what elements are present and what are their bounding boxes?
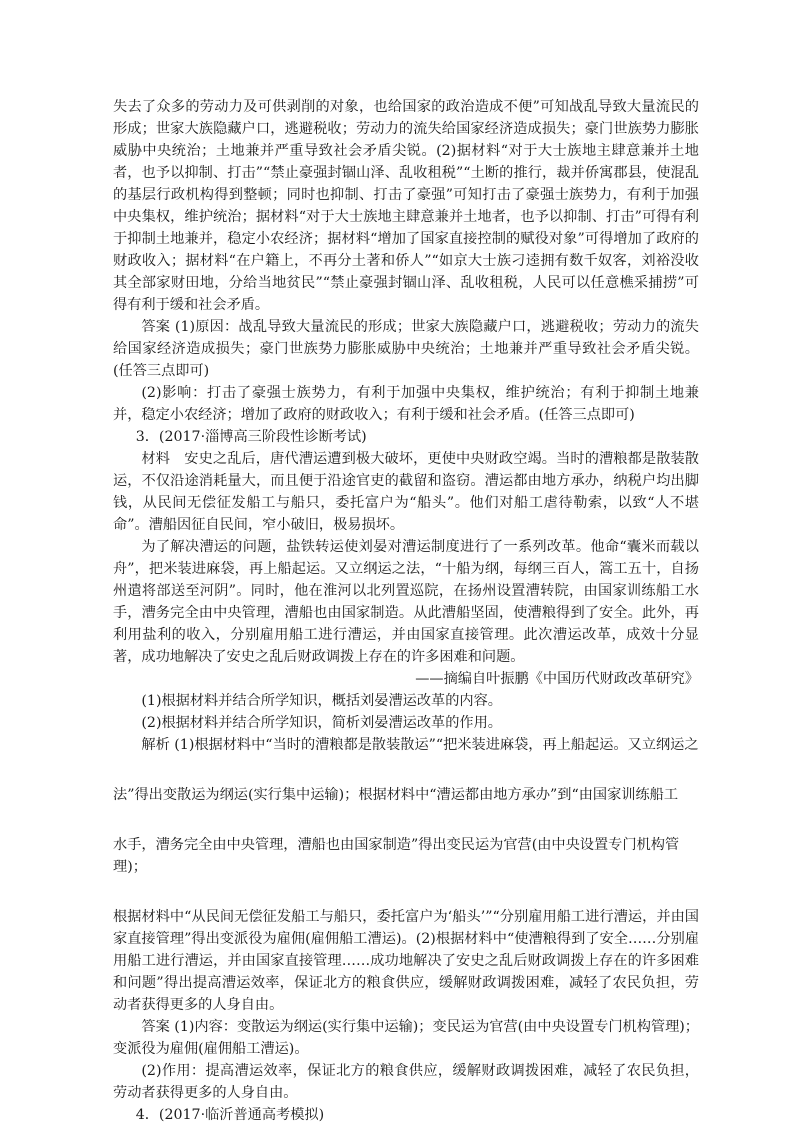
answer-1-reasons: 答案 (1)原因：战乱导致大量流民的形成；世家大族隐藏户口，逃避税收；劳动力的流失给国家经济造成损失；豪门世族势力膨胀威胁中央统治；土地兼并严重导致社会矛盾尖锐。(任答三点即可) xyxy=(113,319,699,379)
analysis-line-2: 法”得出变散运为纲运(实行集中运输)；根据材料中“漕运都由地方承办”到“由国家训练船工 xyxy=(113,787,679,803)
answer-1-effects: (2)影响：打击了豪强士族势力，有利于加强中央集权，维护统治；有利于抑制土地兼并，稳定小农经济；增加了政府的财政收入；有利于缓和社会矛盾。(任答三点即可) xyxy=(113,385,699,423)
question-3-header: 3．(2017·淄博高三阶段性诊断考试) xyxy=(135,429,367,445)
material-paragraph-2: 为了解决漕运的问题，盐铁转运使刘晏对漕运制度进行了一系列改革。他命“囊米而载以舟”，把米装进麻袋，再上船起运。又立纲运之法，“十船为纲，每纲三百人，篙工五十，自扬州遣将部送至河阴”。同时，他在淮河以北列置巡院，在扬州设置漕转院，由国家训练船工水手，漕务完全由中央管理，漕船也由国家制造。从此漕船坚固，使漕粮得到了安全。此外，再利用盐利的收入，分别雇用船工进行漕运，并由国家直接管理。此次漕运改革，成效十分显著，成功地解决了安史之乱后财政调拨上存在的许多困难和问题。 xyxy=(113,539,699,665)
question-3-part-1: (1)根据材料并结合所学知识，概括刘晏漕运改革的内容。 xyxy=(141,693,502,709)
answer-3-effects: (2)作用：提高漕运效率，保证北方的粮食供应，缓解财政调拨困难，减轻了农民负担，劳动者获得更多的人身自由。 xyxy=(113,1063,699,1101)
answer-3-content: 答案 (1)内容：变散运为纲运(实行集中运输)；变民运为官营(由中央设置专门机构管理)；变派役为雇佣(雇佣船工漕运)。 xyxy=(113,1019,699,1057)
document-page xyxy=(113,96,699,1126)
material-paragraph-1: 材料 安史之乱后，唐代漕运遭到极大破坏，更使中央财政空竭。当时的漕粮都是散装散运，不仅沿途消耗量大，而且便于沿途官吏的截留和盗窃。漕运都由地方承办，纳税户均出脚钱，从民间无偿征发船工与船只，委托富户为“船头”。他们对船工虐待勒索，以致“人不堪命”。漕船因征自民间，窄小破旧，极易损坏。 xyxy=(113,451,699,533)
question-4-header: 4．(2017·临沂普通高考模拟) xyxy=(135,1107,325,1123)
analysis-rest: 根据材料中“从民间无偿征发船工与船只，委托富户为‘船头’”“分别雇用船工进行漕运，并由国家直接管理”得出变派役为雇佣(雇佣船工漕运)。(2)根据材料中“使漕粮得到了安全……分别雇用船工进行漕运，并由国家直接管理……成功地解决了安史之乱后财政调拨上存在的许多困难和问题”得出提高漕运效率，保证北方的粮食供应，缓解财政调拨困难，减轻了农民负担，劳动者获得更多的人身自由。 xyxy=(113,909,699,1013)
analysis-line-1: 解析 (1)根据材料中“当时的漕粮都是散装散运”“把米装进麻袋，再上船起运。又立纲运之 xyxy=(141,737,699,753)
analysis-line-3: 水手，漕务完全由中央管理，漕船也由国家制造”得出变民运为官营(由中央设置专门机构管理)； xyxy=(113,837,680,875)
analysis-continuation: 失去了众多的劳动力及可供剥削的对象，也给国家的政治造成不便”可知战乱导致大量流民的形成；世家大族隐藏户口，逃避税收；劳动力的流失给国家经济造成损失；豪门世族势力膨胀威胁中央统治；土地兼并严重导致社会矛盾尖锐。(2)据材料“对于大士族地主肆意兼并土地者，也予以抑制、打击”“禁止豪强封锢山泽、乱收租税”“土断的推行，裁并侨寓郡县，使混乱的基层行政机构得到整顿；同时也抑制、打击了豪强”可知打击了豪强士族势力，有利于加强中央集权，维护统治；据材料“对于大士族地主肆意兼并土地者，也予以抑制、打击”可得有利于抑制土地兼并，稳定小农经济；据材料“增加了国家直接控制的赋役对象”可得增加了政府的财政收入；据材料“在户籍上，不再分土著和侨人”“如京大士族刁逵拥有数千奴客，刘裕没收其全部家财田地，分给当地贫民”“禁止豪强封锢山泽、乱收租税，人民可以任意樵采捕捞”可得有利于缓和社会矛盾。 xyxy=(113,99,699,313)
material-source: ——摘编自叶振鹏《中国历代财政改革研究》 xyxy=(415,671,699,687)
question-3-part-2: (2)根据材料并结合所学知识，简析刘晏漕运改革的作用。 xyxy=(141,715,502,731)
